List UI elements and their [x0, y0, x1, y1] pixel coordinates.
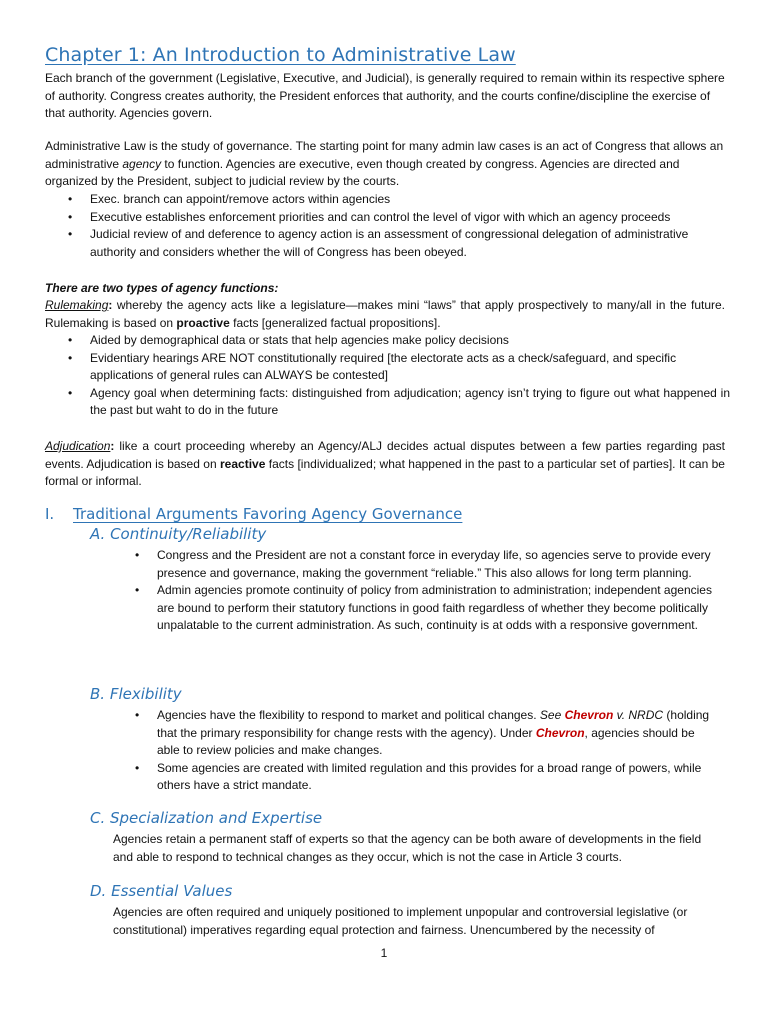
bullet-icon: • [135, 760, 140, 775]
subheading-essential-values: D. Essential Values [90, 882, 233, 900]
continuity-bullet-list [135, 547, 717, 635]
agency-word: agency [122, 156, 162, 171]
subheading-flexibility: B. Flexibility [90, 685, 182, 703]
adjudication-paragraph: Adjudication: like a court proceeding whereby an Agency/ALJ decides actual disputes between a few parties regarding past events. Adjudication is based on reactive facts [individualized; what happened in the past to a particular set of parties]. It can be formal or informal. [45, 439, 725, 488]
bullet-icon: • [68, 192, 73, 206]
reactive-word: reactive [220, 456, 266, 471]
intro-paragraph: Each branch of the government (Legislative, Executive, and Judicial), is generally required to remain within its respective sphere of authority. Congress creates authority, the President enforces that authority, and the courts confine/discipline the exercise of that authority. Agencies govern. [45, 71, 725, 120]
section-title: Traditional Arguments Favoring Agency Governance [73, 505, 463, 523]
bullet-icon: • [135, 583, 140, 597]
list-item: • Admin agencies promote continuity of policy from administration to administration; independent agencies are bound to perform their statutory functions in good faith regardless of whether they become politically unpalatable to the current administration. As such, continuity is at odds with a responsive government. [135, 583, 712, 632]
list-item: • Judicial review of and deference to agency action is an assessment of congressional delegation of administrative authority and considers whether the will of Congress has been obeyed. [68, 227, 689, 259]
subheading-continuity: A. Continuity/Reliability [90, 525, 267, 543]
admin-text-1: Administrative Law is the study of governance. The starting point for many admin law cases is an act of Congress that allows an administrative [45, 139, 724, 171]
list-item: • Congress and the President are not a constant force in everyday life, so agencies serve to provide every presence and governance, making the government “reliable.” This also allows for long term planning. [135, 548, 711, 580]
admin-text-2: to function. Agencies are executive, even though created by congress. Agencies are directed and organized by the President, subject to judicial review by the courts. [45, 156, 680, 188]
section-i-heading [45, 505, 462, 523]
list-item: • Some agencies are created with limited regulation and this provides for a broad range of powers, while others have a strict mandate. [135, 760, 702, 792]
bullet-icon: • [68, 227, 73, 241]
bullet-icon: • [68, 209, 73, 224]
list-item: • Aided by demographical data or stats that help agencies make policy decisions [90, 332, 730, 350]
list-item: • Evidentiary hearings ARE NOT constitutionally required [the electorate acts as a check/safeguard, and specific applications of general rules can ALWAYS be contested] [68, 350, 677, 382]
flexibility-bullet-list [135, 707, 717, 795]
proactive-word: proactive [176, 315, 230, 330]
rulemaking-paragraph: Rulemaking: whereby the agency acts like a legislature—makes mini “laws” that apply prospectively to many/all in the future. Rulemaking is based on proactive facts [generalized factual propositions]. [45, 298, 725, 330]
list-item: • Agencies have the flexibility to respond to market and political changes. See Chevron v. NRDC (holding that the primary responsibility for change rests with the agency). Under Chevron, agencies should be able to review policies and make changes. [135, 708, 710, 757]
chapter-title: Chapter 1: An Introduction to Administrative Law [45, 44, 516, 66]
adjudication-term: Adjudication [45, 439, 111, 453]
bullet-icon: • [68, 333, 73, 347]
bullet-icon: • [68, 385, 73, 400]
subheading-specialization: C. Specialization and Expertise [90, 809, 323, 827]
admin-law-paragraph [45, 138, 725, 191]
list-item: • Agency goal when determining facts: distinguished from adjudication; agency isn’t trying to figure out what happened in the past but waht to do in the future [68, 385, 730, 417]
essential-values-text: Agencies are often required and uniquely positioned to implement unpopular and controversial legislative (or constitutional) imperatives regarding equal protection and fairness. Unencumbered by the necessity of [113, 905, 688, 937]
bullet-icon: • [68, 350, 73, 365]
specialization-text: Agencies retain a permanent staff of experts so that the agency can be both aware of developments in the field and able to respond to technical changes as they occur, which is not the case in Article 3 courts. [113, 832, 702, 864]
page-number: 1 [380, 946, 388, 960]
list-item: • Executive establishes enforcement priorities and can control the level of vigor with which an agency proceeds [90, 209, 730, 227]
admin-bullet-list [68, 191, 730, 261]
bullet-icon: • [135, 548, 140, 562]
list-item: • Exec. branch can appoint/remove actors within agencies [90, 191, 730, 209]
section-numeral: I. [45, 505, 55, 523]
chevron-case-name: Chevron [564, 708, 614, 722]
two-types-heading: There are two types of agency functions: [45, 281, 279, 295]
bullet-icon: • [135, 708, 140, 722]
rulemaking-term: Rulemaking [45, 298, 109, 312]
chevron-case-name: Chevron [535, 725, 585, 740]
rulemaking-bullet-list [68, 332, 730, 420]
